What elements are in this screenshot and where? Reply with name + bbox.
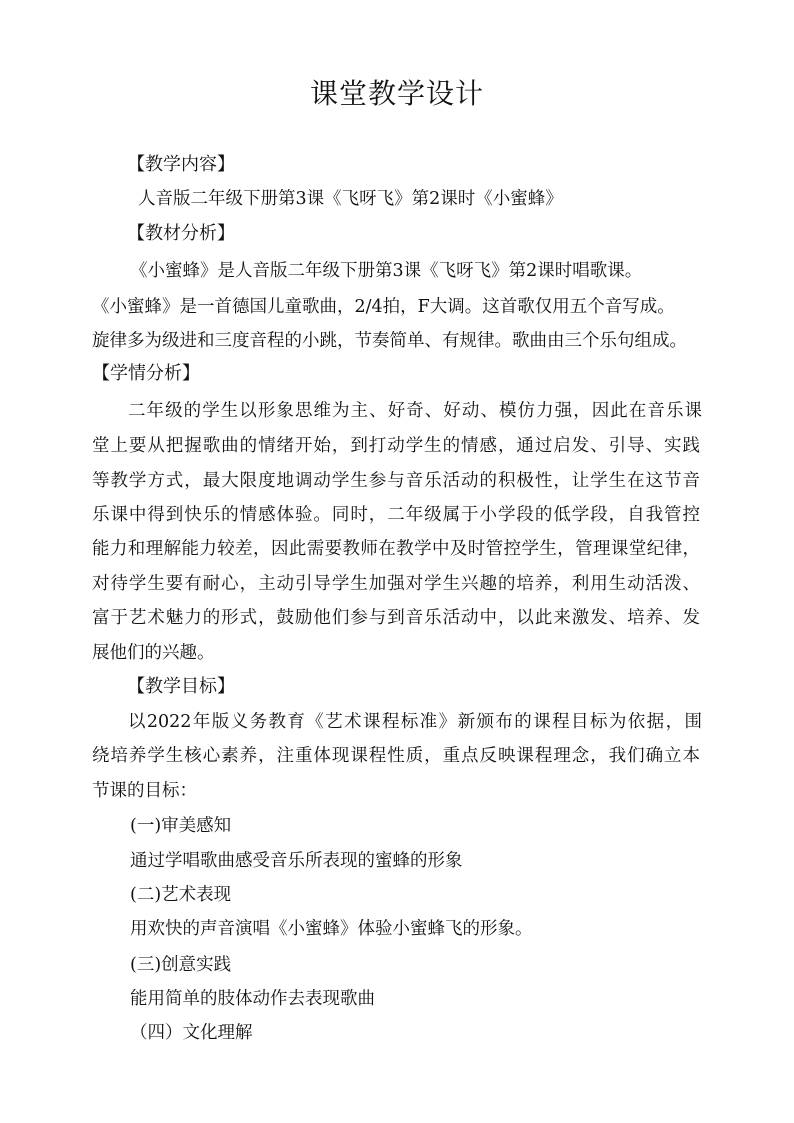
material-line-1: 《小蜜蜂》是人音版二年级下册第3课《飞呀飞》第2课时唱歌课。 — [130, 261, 643, 281]
objective-item-label-1: (一)审美感知 — [130, 816, 232, 836]
objective-item-label-2: (二)艺术表现 — [130, 885, 232, 905]
content-text: 人音版二年级下册第3课《飞呀飞》第2课时《小蜜蜂》 — [138, 189, 563, 209]
section-heading-material: 【教材分析】 — [127, 223, 235, 244]
objective-item-text-1: 通过学唱歌曲感受音乐所表现的蜜蜂的形象 — [130, 851, 463, 871]
students-line-2: 堂上要从把握歌曲的情绪开始，到打动学生的情感，通过启发、引导、实践 — [92, 436, 700, 456]
objectives-line-1: 以2022年版义务教育《艺术课程标准》新颁布的课程目标为依据，围 — [128, 712, 702, 732]
material-line-3: 旋律多为级进和三度音程的小跳，节奏简单、有规律。歌曲由三个乐句组成。 — [92, 331, 687, 351]
students-line-1: 二年级的学生以形象思维为主、好奇、好动、模仿力强，因此在音乐课 — [128, 401, 702, 421]
objectives-line-2: 绕培养学生核心素养，注重体现课程性质，重点反映课程理念，我们确立本 — [92, 746, 700, 766]
students-line-4: 乐课中得到快乐的情感体验。同时，二年级属于小学段的低学段，自我管控 — [92, 505, 700, 525]
students-line-5: 能力和理解能力较差，因此需要教师在教学中及时管控学生，管理课堂纪律， — [92, 539, 700, 559]
section-heading-content: 【教学内容】 — [127, 154, 235, 175]
students-line-8: 展他们的兴趣。 — [92, 643, 215, 663]
objective-item-label-3: (三)创意实践 — [130, 955, 232, 975]
objective-item-text-2: 用欢快的声音演唱《小蜜蜂》体验小蜜蜂飞的形象。 — [130, 919, 533, 939]
students-line-3: 等教学方式，最大限度地调动学生参与音乐活动的积极性，让学生在这节音 — [92, 471, 700, 491]
students-line-6: 对待学生要有耐心，主动引导学生加强对学生兴趣的培养，利用生动活泼、 — [92, 574, 700, 594]
section-heading-objectives: 【教学目标】 — [127, 676, 235, 697]
students-line-7: 富于艺术魅力的形式，鼓励他们参与到音乐活动中，以此来激发、培养、发 — [92, 608, 700, 628]
page-title: 课堂教学设计 — [309, 77, 484, 110]
objective-item-label-4: （四）文化理解 — [130, 1023, 253, 1043]
section-heading-students: 【学情分析】 — [92, 363, 200, 384]
objectives-line-3: 节课的目标： — [92, 781, 197, 801]
material-line-2: 《小蜜蜂》是一首德国儿童歌曲，2/4拍，F大调。这首歌仅用五个音写成。 — [92, 297, 675, 317]
objective-item-text-3: 能用简单的肢体动作去表现歌曲 — [130, 989, 375, 1009]
